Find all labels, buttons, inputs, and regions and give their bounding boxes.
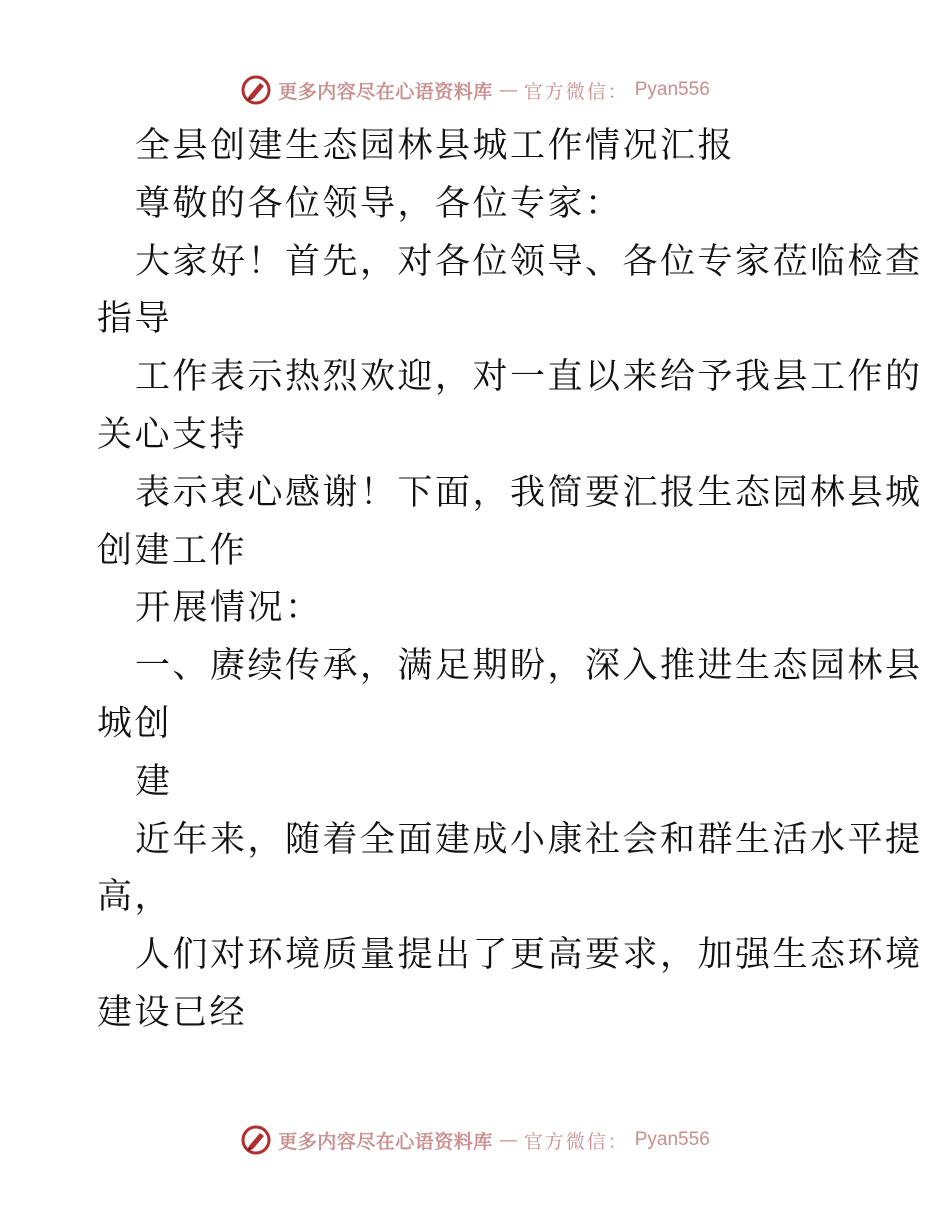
text-line: 高， — [97, 877, 173, 918]
watermark-brand-text: 更多内容尽在心语资料库 — [278, 1130, 493, 1153]
text-line: 工作表示热烈欢迎，对一直以来给予我县工作的 — [135, 357, 923, 398]
text-line: 建 — [135, 761, 173, 802]
document-body — [97, 118, 923, 1043]
watermark-separator: — — [498, 79, 518, 101]
watermark-separator: — — [498, 1129, 518, 1151]
text-line: 一、赓续传承，满足期盼，深入推进生态园林县 — [135, 646, 923, 687]
text-line: 关心支持 — [97, 414, 248, 455]
watermark-wechat-label: 官方微信： — [523, 80, 629, 103]
text-line: 大家好！首先，对各位领导、各位专家莅临检查 — [135, 241, 923, 282]
text-line: 创建工作 — [97, 530, 248, 571]
text-line: 人们对环境质量提出了更高要求，加强生态环境 — [135, 935, 923, 976]
text-line: 指导 — [97, 299, 173, 340]
text-line: 城创 — [97, 703, 173, 744]
text-line: 近年来，随着全面建成小康社会和群生活水平提 — [135, 819, 923, 860]
watermark-brand-text: 更多内容尽在心语资料库 — [278, 80, 493, 103]
watermark-wechat-id: Pyan556 — [634, 1129, 710, 1150]
text-line: 表示衷心感谢！下面，我简要汇报生态园林县城 — [135, 472, 923, 513]
watermark-wechat-label: 官方微信： — [523, 1130, 629, 1153]
pen-logo-icon — [240, 74, 272, 106]
text-line: 全县创建生态园林县城工作情况汇报 — [135, 126, 736, 166]
text-line: 开展情况： — [135, 588, 323, 629]
footer-watermark — [0, 1120, 950, 1160]
pen-logo-icon — [240, 1124, 272, 1156]
text-line: 尊敬的各位领导，各位专家： — [135, 183, 623, 224]
header-watermark — [0, 70, 950, 110]
text-line: 建设已经 — [97, 992, 248, 1033]
watermark-wechat-id: Pyan556 — [634, 79, 710, 100]
